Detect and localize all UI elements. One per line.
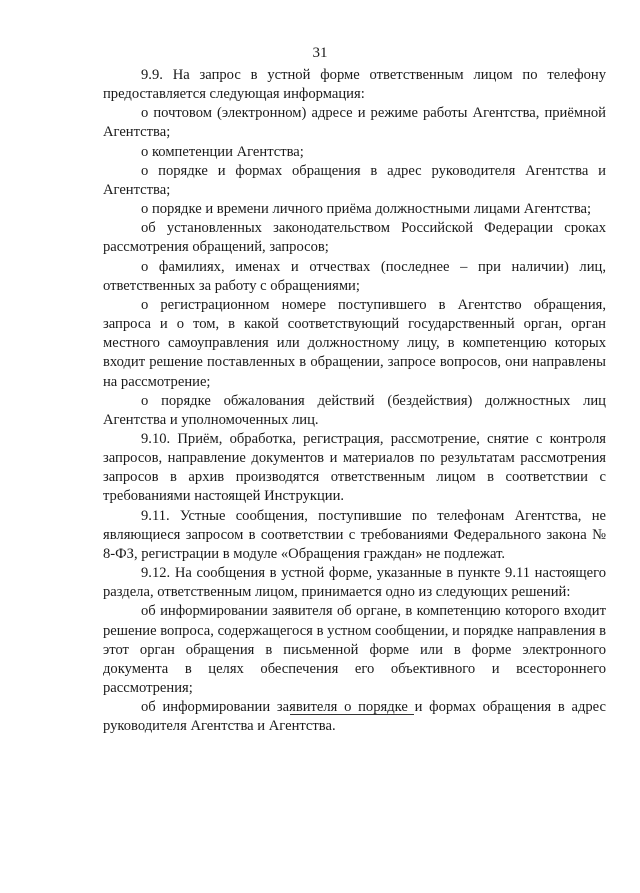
list-item-personal-reception: о порядке и времени личного приёма должностными лицами Агентства; xyxy=(141,201,592,218)
list-item-registration-number: о регистрационном номере поступившего в Агентство обращения, запроса и о том, в какой соответствующий государственный орган, орган местного самоуправления или должностному лицу, в компетенцию которых входит решение поставленных в обращении, запросе вопросов, они направлены на рассмотрение; xyxy=(103,296,606,390)
list-item-responsible-persons: о фамилиях, именах и отчествах (последнее – при наличии) лиц, ответственных за работу с обращениями; xyxy=(103,258,606,294)
end-separator-line xyxy=(290,714,414,715)
list-item-complaint-procedure: о порядке обжалования действий (бездействия) должностных лиц Агентства и уполномоченных лиц. xyxy=(103,392,606,428)
paragraph-9-10: 9.10. Приём, обработка, регистрация, рассмотрение, снятие с контроля запросов, направление документов и материалов по результатам рассмотрения запросов в архив производятся ответственным лицом в соответствии с требованиями настоящей Инструкции. xyxy=(103,430,606,505)
page-number: 31 xyxy=(312,45,328,61)
document-body xyxy=(103,66,606,736)
list-item-postal-address: о почтовом (электронном) адресе и режиме работы Агентства, приёмной Агентства; xyxy=(103,105,606,141)
paragraph-9-11: 9.11. Устные сообщения, поступившие по телефонам Агентства, не являющиеся запросом в соответствии с требованиями Федерального закона № 8-ФЗ, регистрации в модуле «Обращения граждан» не подлежат. xyxy=(103,507,606,562)
decision-item-inform-authority: об информировании заявителя об органе, в компетенцию которого входит решение вопроса, содержащегося в устном сообщении, и порядке направления в этот орган обращения в письменной форме или в форме электронного документа в целях обеспечения его объективного и всестороннего рассмотрения; xyxy=(103,603,606,696)
paragraph-9-12: 9.12. На сообщения в устной форме, указанные в пункте 9.11 настоящего раздела, ответственным лицом, принимается одно из следующих решений: xyxy=(103,565,606,601)
paragraph-9-9: 9.9. На запрос в устной форме ответственным лицом по телефону предоставляется следующая информация: xyxy=(103,67,606,103)
list-item-competence: о компетенции Агентства; xyxy=(141,143,304,160)
list-item-review-terms: об установленных законодательством Российской Федерации сроках рассмотрения обращений, запросов; xyxy=(103,220,606,256)
list-item-appeal-procedure: о порядке и формах обращения в адрес руководителя Агентства и Агентства; xyxy=(103,162,606,198)
decision-item-inform-procedure: об информировании заявителя о порядке и формах обращения в адрес руководителя Агентства и Агентства. xyxy=(103,699,606,735)
